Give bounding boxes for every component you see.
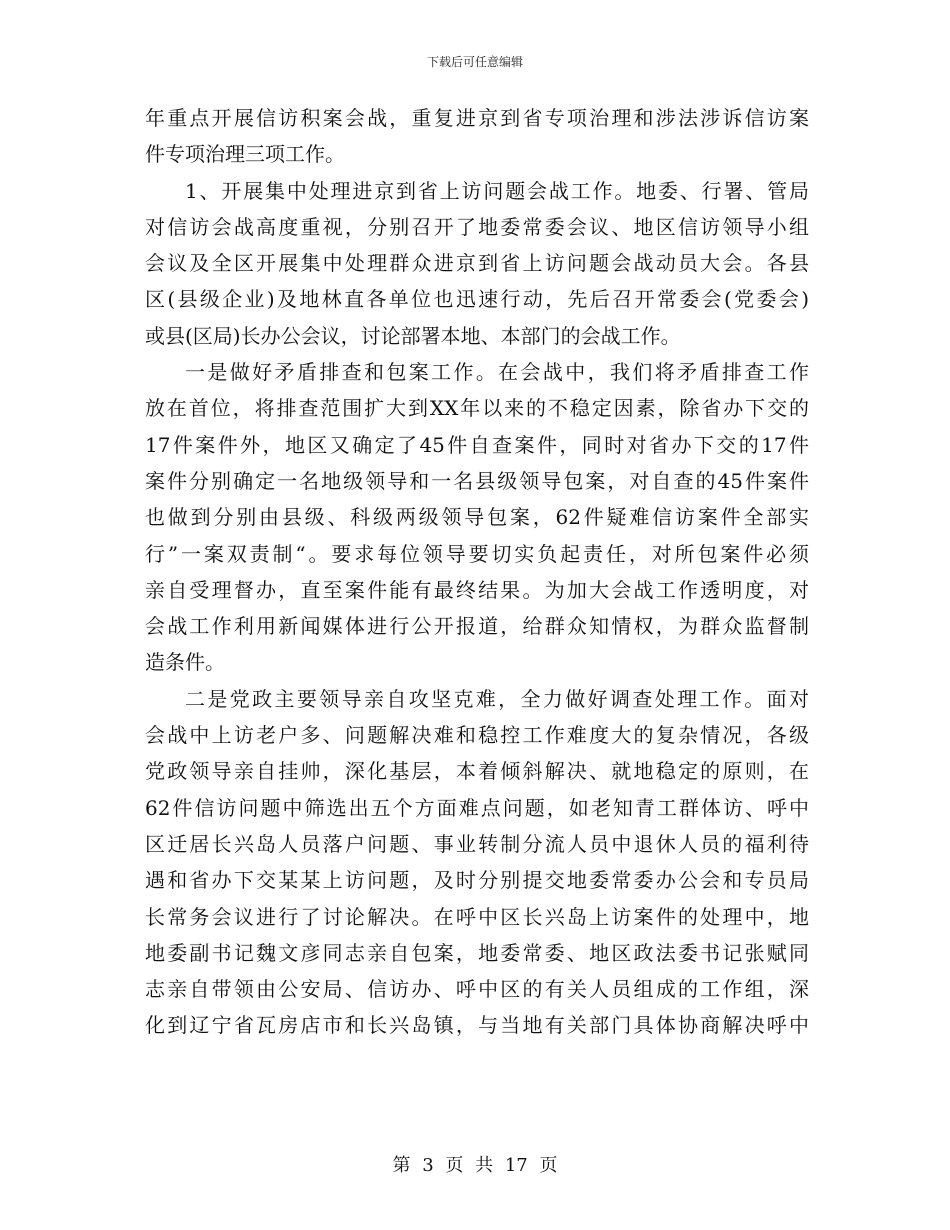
- text-line: 也做到分别由县级、科级两级领导包案，62件疑难信访案件全部实: [145, 505, 809, 530]
- text-line: 化到辽宁省瓦房店市和长兴岛镇，与当地有关部门具体协商解决呼中: [145, 1013, 809, 1038]
- text-line: 件专项治理三项工作。: [145, 142, 345, 167]
- text-line: 案件分别确定一名地级领导和一名县级领导包案，对自查的45件案件: [145, 468, 809, 493]
- text-line: 或县(区局)长办公会议，讨论部署本地、本部门的会战工作。: [145, 323, 681, 348]
- text-line: 地委副书记魏文彦同志亲自包案，地委常委、地区政法委书记张赋同: [145, 940, 809, 965]
- header-note: 下载后可任意编辑: [426, 55, 523, 69]
- text-line: 年重点开展信访积案会战，重复进京到省专项治理和涉法涉诉信访案: [145, 106, 809, 130]
- text-line: 会议及全区开展集中处理群众进京到省上访问题会战动员大会。各县: [145, 251, 809, 276]
- text-line: 17件案件外，地区又确定了45件自查案件，同时对省办下交的17件: [145, 432, 809, 457]
- text-line: 亲自受理督办，直至案件能有最终结果。为加大会战工作透明度，对: [145, 577, 809, 602]
- body-text: [145, 100, 809, 1044]
- text-line: 行”一案双责制“。要求每位领导要切实负起责任，对所包案件必须: [145, 541, 809, 566]
- text-line: 遇和省办下交某某上访问题，及时分别提交地委常委办公会和专员局: [145, 868, 809, 893]
- text-line: 62件信访问题中筛选出五个方面难点问题，如老知青工群体访、呼中: [145, 795, 809, 820]
- text-line: 区(县级企业)及地林直各单位也迅速行动，先后召开常委会(党委会): [145, 287, 809, 312]
- text-line: 对信访会战高度重视，分别召开了地委常委会议、地区信访领导小组: [145, 214, 809, 239]
- text-line: 会战工作利用新闻媒体进行公开报道，给群众知情权，为群众监督制: [145, 614, 809, 639]
- text-line: 区迁居长兴岛人员落户问题、事业转制分流人员中退休人员的福利待: [145, 831, 809, 856]
- text-line: 造条件。: [145, 650, 225, 675]
- text-line: 一是做好矛盾排查和包案工作。在会战中，我们将矛盾排查工作: [185, 360, 809, 385]
- page-footer: 第 3 页 共 17 页: [392, 1155, 558, 1176]
- text-line: 会战中上访老户多、问题解决难和稳控工作难度大的复杂情况，各级: [145, 723, 809, 748]
- text-line: 1、开展集中处理进京到省上访问题会战工作。地委、行署、管局: [185, 178, 809, 203]
- text-line: 志亲自带领由公安局、信访办、呼中区的有关人员组成的工作组，深: [145, 977, 809, 1002]
- text-line: 放在首位，将排查范围扩大到XX年以来的不稳定因素，除省办下交的: [145, 396, 809, 421]
- text-line: 长常务会议进行了讨论解决。在呼中区长兴岛上访案件的处理中，地: [145, 904, 809, 929]
- text-line: 二是党政主要领导亲自攻坚克难，全力做好调查处理工作。面对: [185, 686, 809, 711]
- text-line: 党政领导亲自挂帅，深化基层，本着倾斜解决、就地稳定的原则，在: [145, 759, 809, 784]
